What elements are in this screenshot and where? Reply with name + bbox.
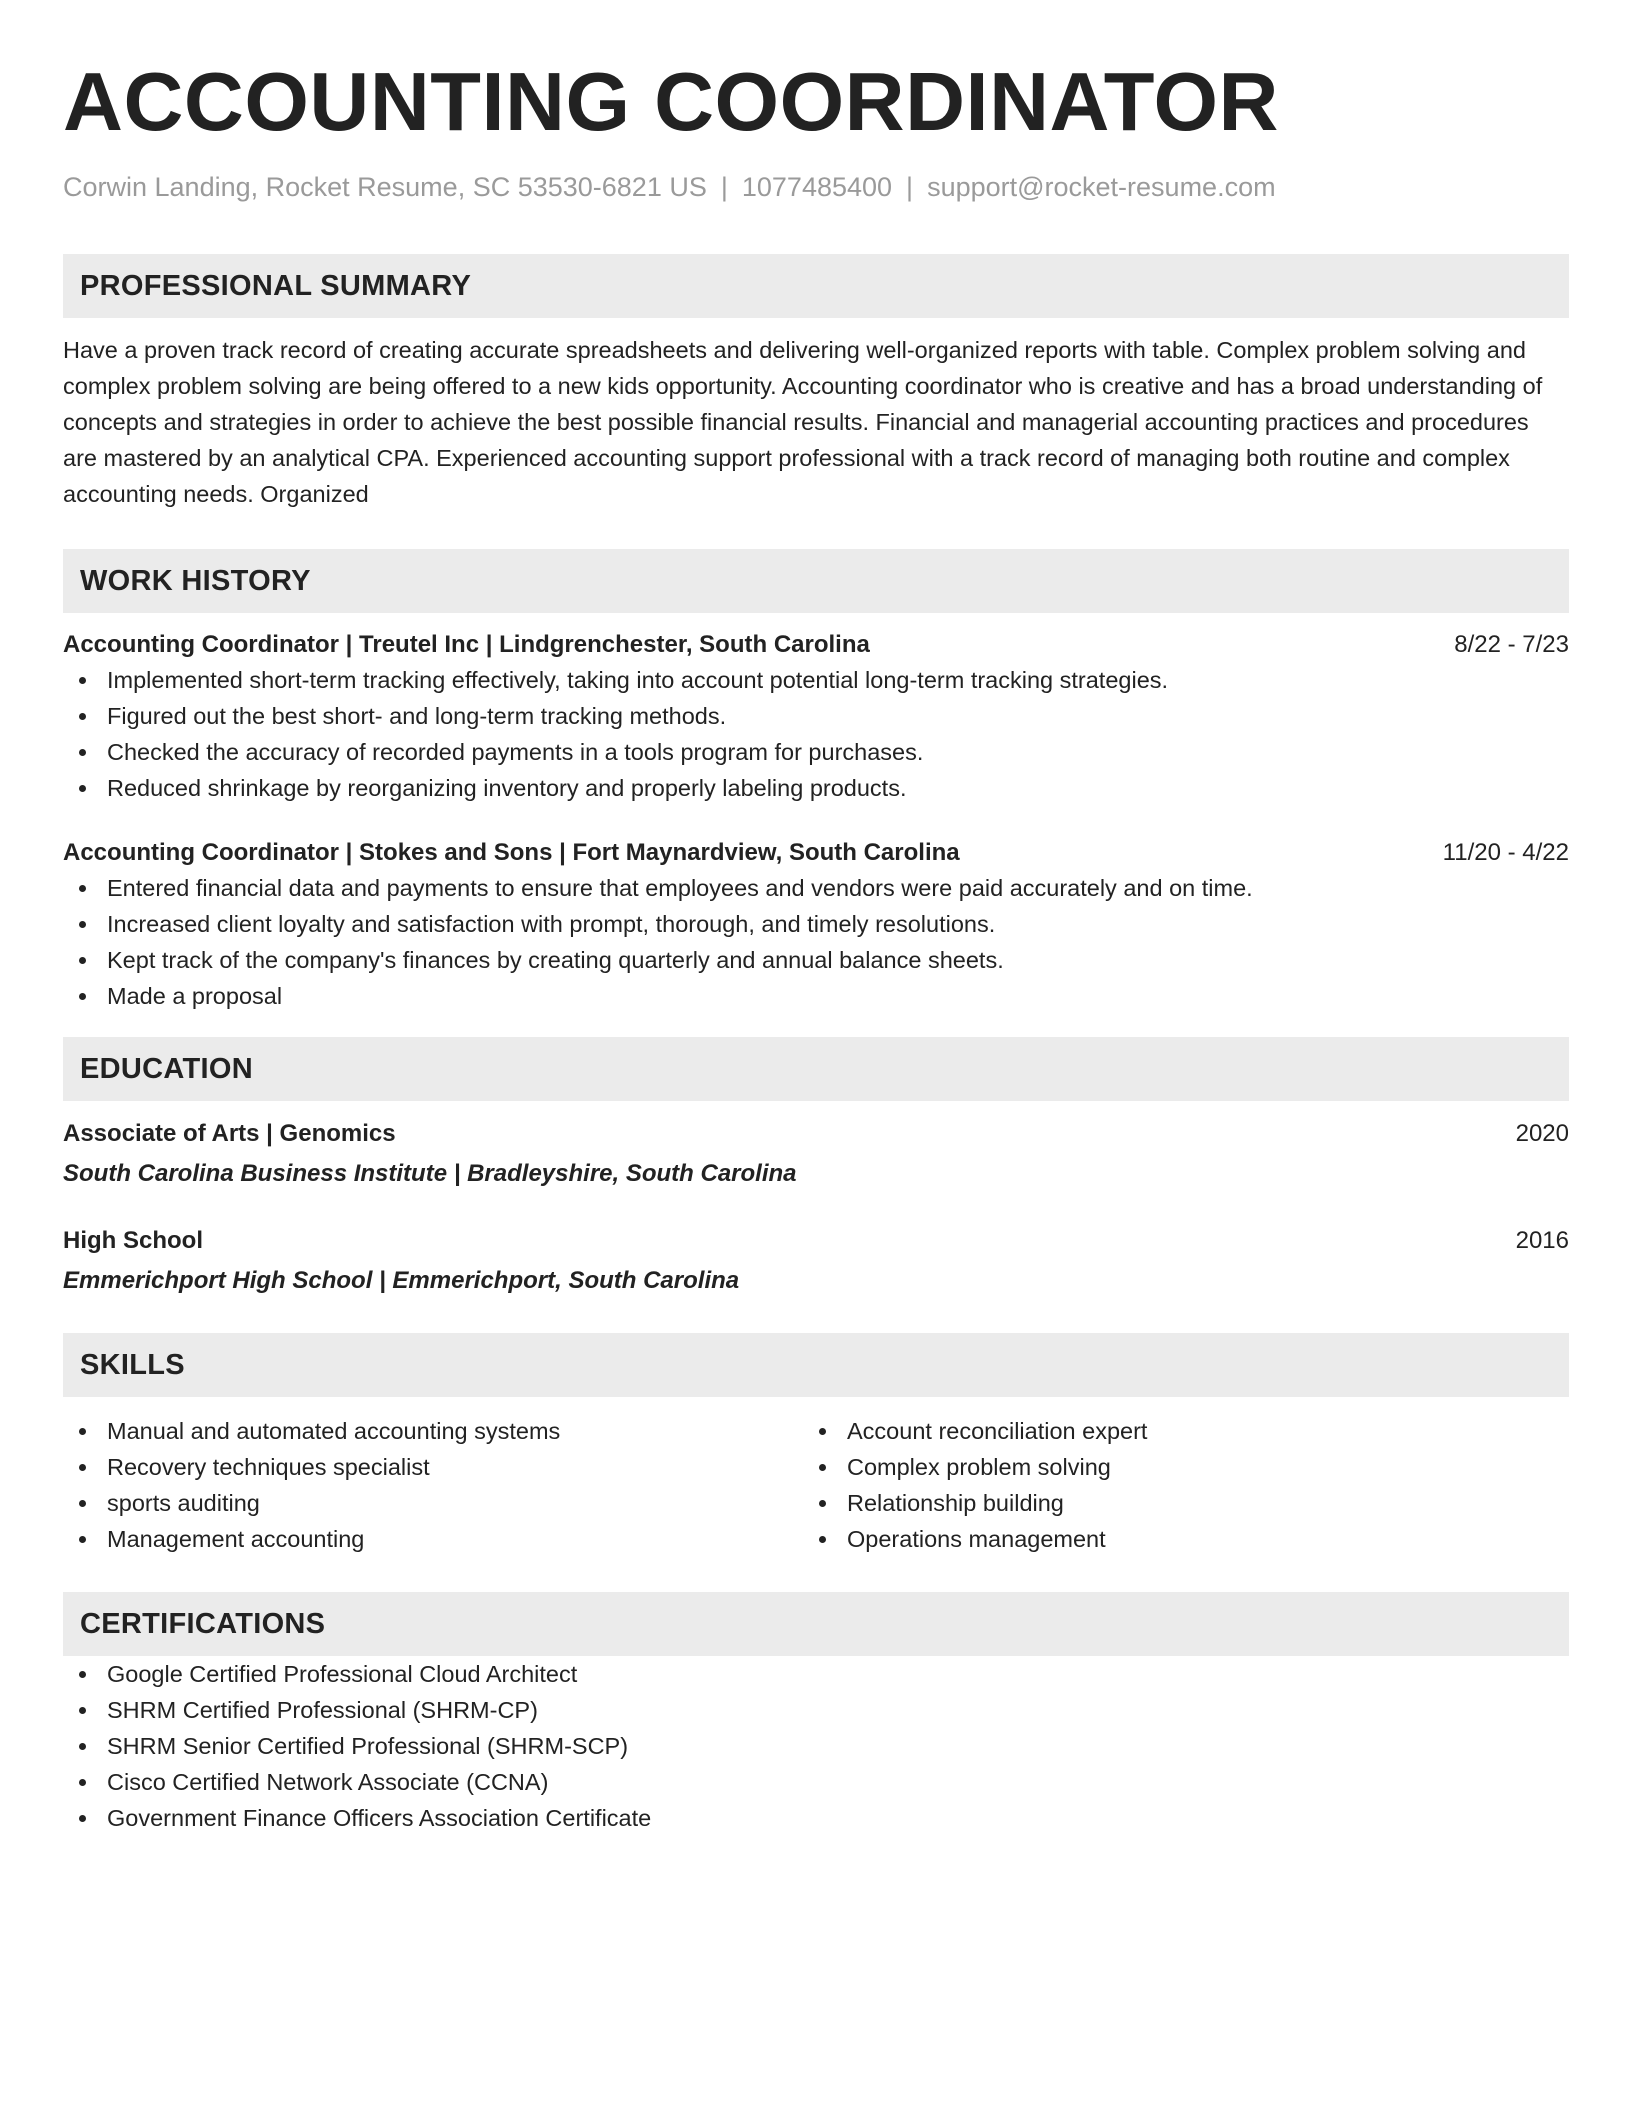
- job-bullet: Implemented short-term tracking effectively, taking into account potential long-term tracking strategies.: [63, 662, 1569, 698]
- job-bullet-list: [63, 662, 1569, 806]
- job-bullet: Checked the accuracy of recorded payments in a tools program for purchases.: [63, 734, 1569, 770]
- certification-list: [63, 1656, 1569, 1836]
- job-entry: [63, 628, 1569, 806]
- education-school: South Carolina Business Institute | Bradleyshire, South Carolina: [63, 1160, 797, 1187]
- section-header-certifications: CERTIFICATIONS: [63, 1592, 1569, 1656]
- job-bullet-list: [63, 870, 1569, 1014]
- job-dates: 11/20 - 4/22: [1442, 839, 1569, 866]
- contact-email: support@rocket-resume.com: [927, 172, 1276, 202]
- contact-separator: |: [720, 172, 728, 202]
- education-school: Emmerichport High School | Emmerichport, South Carolina: [63, 1267, 740, 1294]
- section-header-work-history: WORK HISTORY: [63, 549, 1569, 613]
- contact-line: [63, 170, 1569, 204]
- skill-item: Management accounting: [63, 1521, 803, 1557]
- job-title: Accounting Coordinator | Stokes and Sons | Fort Maynardview, South Carolina: [63, 839, 960, 866]
- education-degree: High School: [63, 1227, 203, 1254]
- skill-item: Relationship building: [803, 1485, 1543, 1521]
- contact-phone: 1077485400: [741, 172, 893, 202]
- section-header-summary: PROFESSIONAL SUMMARY: [63, 254, 1569, 318]
- job-dates: 8/22 - 7/23: [1454, 631, 1569, 658]
- certification-item: SHRM Senior Certified Professional (SHRM-SCP): [63, 1728, 1569, 1764]
- job-bullet: Kept track of the company's finances by creating quarterly and annual balance sheets.: [63, 942, 1569, 978]
- section-header-skills: SKILLS: [63, 1333, 1569, 1397]
- summary-text: Have a proven track record of creating accurate spreadsheets and delivering well-organized reports with table. Complex problem solving and complex problem solving are being offered to a new kids opportunity. Accounting coordinator who is creative and has a broad understanding of concepts and strategies in order to achieve the best possible financial results. Financial and managerial accounting practices and procedures are mastered by an analytical CPA. Experienced accounting support professional with a track record of managing both routine and complex accounting needs. Organized: [63, 337, 1543, 507]
- skill-item: Account reconciliation expert: [803, 1413, 1543, 1449]
- education-degree: Associate of Arts | Genomics: [63, 1120, 396, 1147]
- job-bullet: Increased client loyalty and satisfaction with prompt, thorough, and timely resolutions.: [63, 906, 1569, 942]
- job-title: Accounting Coordinator | Treutel Inc | Lindgrenchester, South Carolina: [63, 631, 870, 658]
- certification-item: Google Certified Professional Cloud Architect: [63, 1656, 1569, 1692]
- job-bullet: Entered financial data and payments to ensure that employees and vendors were paid accurately and on time.: [63, 870, 1569, 906]
- education-header: [63, 1224, 1569, 1258]
- skill-item: sports auditing: [63, 1485, 803, 1521]
- certification-item: SHRM Certified Professional (SHRM-CP): [63, 1692, 1569, 1728]
- job-header: [63, 836, 1569, 870]
- skills-column-right: [803, 1413, 1543, 1557]
- skill-item: Manual and automated accounting systems: [63, 1413, 803, 1449]
- education-header: [63, 1117, 1569, 1151]
- skill-item: Operations management: [803, 1521, 1543, 1557]
- skills-grid: [63, 1413, 1569, 1557]
- job-bullet: Reduced shrinkage by reorganizing inventory and properly labeling products.: [63, 770, 1569, 806]
- skills-column-left: [63, 1413, 803, 1557]
- skill-item: Recovery techniques specialist: [63, 1449, 803, 1485]
- job-header: [63, 628, 1569, 662]
- skill-item: Complex problem solving: [803, 1449, 1543, 1485]
- education-entry: [63, 1224, 1569, 1298]
- education-year: 2020: [1515, 1120, 1569, 1147]
- resume-title: ACCOUNTING COORDINATOR: [63, 55, 1279, 148]
- job-bullet: Figured out the best short- and long-term tracking methods.: [63, 698, 1569, 734]
- contact-separator: |: [906, 172, 914, 202]
- job-entry: [63, 836, 1569, 1014]
- job-bullet: Made a proposal: [63, 978, 1569, 1014]
- section-header-education: EDUCATION: [63, 1037, 1569, 1101]
- education-year: 2016: [1515, 1227, 1569, 1254]
- certification-item: Cisco Certified Network Associate (CCNA): [63, 1764, 1569, 1800]
- certification-item: Government Finance Officers Association Certificate: [63, 1800, 1569, 1836]
- education-entry: [63, 1117, 1569, 1191]
- contact-address: Corwin Landing, Rocket Resume, SC 53530-6821 US: [63, 172, 707, 202]
